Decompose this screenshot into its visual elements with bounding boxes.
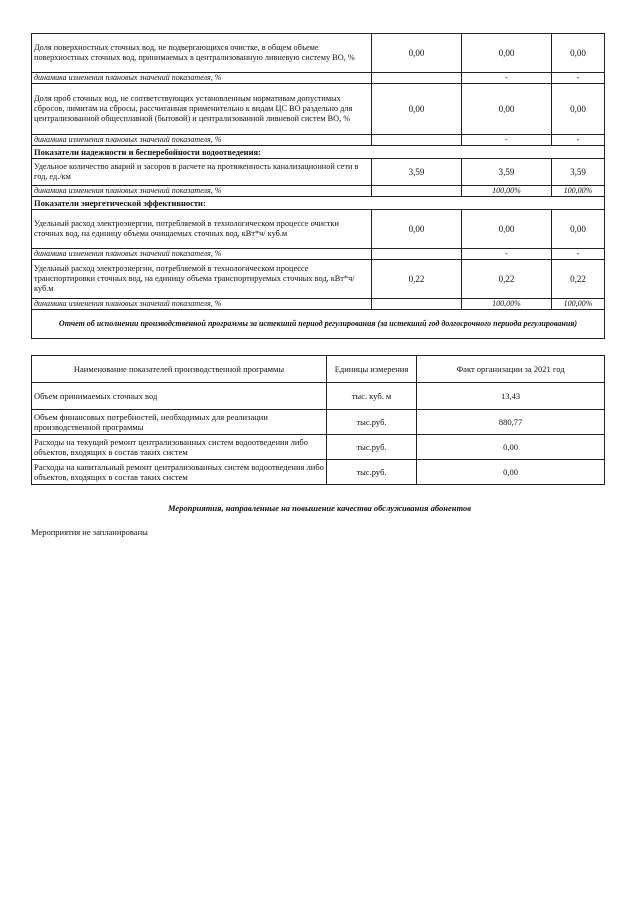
indicator-row	[32, 210, 605, 249]
indicator-value: 0,00	[552, 210, 605, 249]
program-fact: 880,77	[417, 410, 605, 435]
program-unit: тыс.руб.	[327, 460, 417, 485]
indicator-value: 0,00	[372, 84, 462, 135]
section-row	[32, 146, 605, 159]
program-fact: 0,00	[417, 460, 605, 485]
indicator-value: 3,59	[462, 159, 552, 186]
indicator-row	[32, 34, 605, 73]
program-name: Расходы на текущий ремонт централизованных систем водоотведения либо объектов, входящих в состав таких систем	[32, 435, 327, 460]
program-header-row	[32, 356, 605, 383]
indicator-value: 0,00	[552, 84, 605, 135]
indicator-row	[32, 84, 605, 135]
dynamics-row	[32, 249, 605, 260]
program-unit: тыс. куб. м	[327, 383, 417, 410]
dynamics-value: 100,00%	[462, 299, 552, 310]
indicator-row	[32, 159, 605, 186]
indicator-row	[32, 260, 605, 299]
dynamics-row	[32, 135, 605, 146]
section-title: Показатели энергетической эффективности:	[32, 197, 605, 210]
indicator-value: 0,22	[462, 260, 552, 299]
col-name-header: Наименование показателей производственной программы	[32, 356, 327, 383]
report-heading-row	[32, 310, 605, 339]
indicator-value: 0,00	[462, 210, 552, 249]
dynamics-value: -	[552, 249, 605, 260]
indicator-value: 0,00	[462, 34, 552, 73]
col-fact-header: Факт организации за 2021 год	[417, 356, 605, 383]
dynamics-label: динамика изменения плановых значений показателя, %	[32, 135, 372, 146]
program-fact: 0,00	[417, 435, 605, 460]
indicator-value: 0,00	[372, 34, 462, 73]
dynamics-row	[32, 186, 605, 197]
dynamics-row	[32, 299, 605, 310]
dynamics-label: динамика изменения плановых значений показателя, %	[32, 73, 372, 84]
measures-text: Мероприятия не запланированы	[31, 527, 148, 537]
indicator-value: 3,59	[372, 159, 462, 186]
indicator-value: 3,59	[552, 159, 605, 186]
dynamics-value: 100,00%	[462, 186, 552, 197]
indicator-label: Удельный расход электроэнергии, потребляемой в технологическом процессе транспортировки сточных вод, на единицу объема транспортируемых сточных вод, кВт*ч/ куб.м	[32, 260, 372, 299]
program-name: Объем финансовых потребностей, необходимых для реализации производственной программы	[32, 410, 327, 435]
dynamics-label: динамика изменения плановых значений показателя, %	[32, 186, 372, 197]
dynamics-value: -	[462, 249, 552, 260]
report-heading: Отчет об исполнении производственной программы за истекший период регулирования (за истекший год долгосрочного периода регулирования)	[32, 310, 605, 339]
dynamics-value: 100,00%	[552, 186, 605, 197]
dynamics-row	[32, 73, 605, 84]
indicator-value: 0,22	[372, 260, 462, 299]
indicator-value: 0,00	[372, 210, 462, 249]
program-fact: 13,43	[417, 383, 605, 410]
program-row	[32, 410, 605, 435]
indicator-label: Удельное количество аварий и засоров в расчете на протяженность канализационной сети в год, ед./км	[32, 159, 372, 186]
indicator-label: Доля проб сточных вод, не соответствующих установленным нормативам допустимых сбросов, лимитам на сбросы, рассчитанная применительно к видам ЦС ВО раздельно для централизованной общесплавной (бытовой) и централизованной ливневой систем ВО, %	[32, 84, 372, 135]
col-unit-header: Единицы измерения	[327, 356, 417, 383]
indicator-label: Доля поверхностных сточных вод, не подвергающихся очистке, в общем объеме поверхностных сточных вод, принимаемых в централизованную ливневую систему ВО, %	[32, 34, 372, 73]
dynamics-value: -	[552, 135, 605, 146]
dynamics-value: -	[552, 73, 605, 84]
program-name: Расходы на капитальный ремонт централизованных систем водоотведения либо объектов, входящих в состав таких систем	[32, 460, 327, 485]
program-row	[32, 460, 605, 485]
program-name: Объем принимаемых сточных вод	[32, 383, 327, 410]
measures-heading: Мероприятия, направленные на повышение качества обслуживания абонентов	[167, 503, 472, 513]
program-unit: тыс.руб.	[327, 410, 417, 435]
dynamics-value: -	[462, 73, 552, 84]
dynamics-label: динамика изменения плановых значений показателя, %	[32, 299, 372, 310]
dynamics-value: 100,00%	[552, 299, 605, 310]
program-row	[32, 383, 605, 410]
section-row	[32, 197, 605, 210]
program-unit: тыс.руб.	[327, 435, 417, 460]
indicator-value: 0,22	[552, 260, 605, 299]
dynamics-value: -	[462, 135, 552, 146]
indicators-table	[31, 33, 605, 339]
dynamics-label: динамика изменения плановых значений показателя, %	[32, 249, 372, 260]
indicator-value: 0,00	[552, 34, 605, 73]
indicator-value: 0,00	[462, 84, 552, 135]
program-row	[32, 435, 605, 460]
program-table	[31, 355, 605, 485]
indicator-label: Удельный расход электроэнергии, потребляемой в технологическом процессе очистки сточных вод, на единицу объема очищаемых сточных вод, кВт*ч/ куб.м	[32, 210, 372, 249]
section-title: Показатели надежности и бесперебойности водоотведения:	[32, 146, 605, 159]
